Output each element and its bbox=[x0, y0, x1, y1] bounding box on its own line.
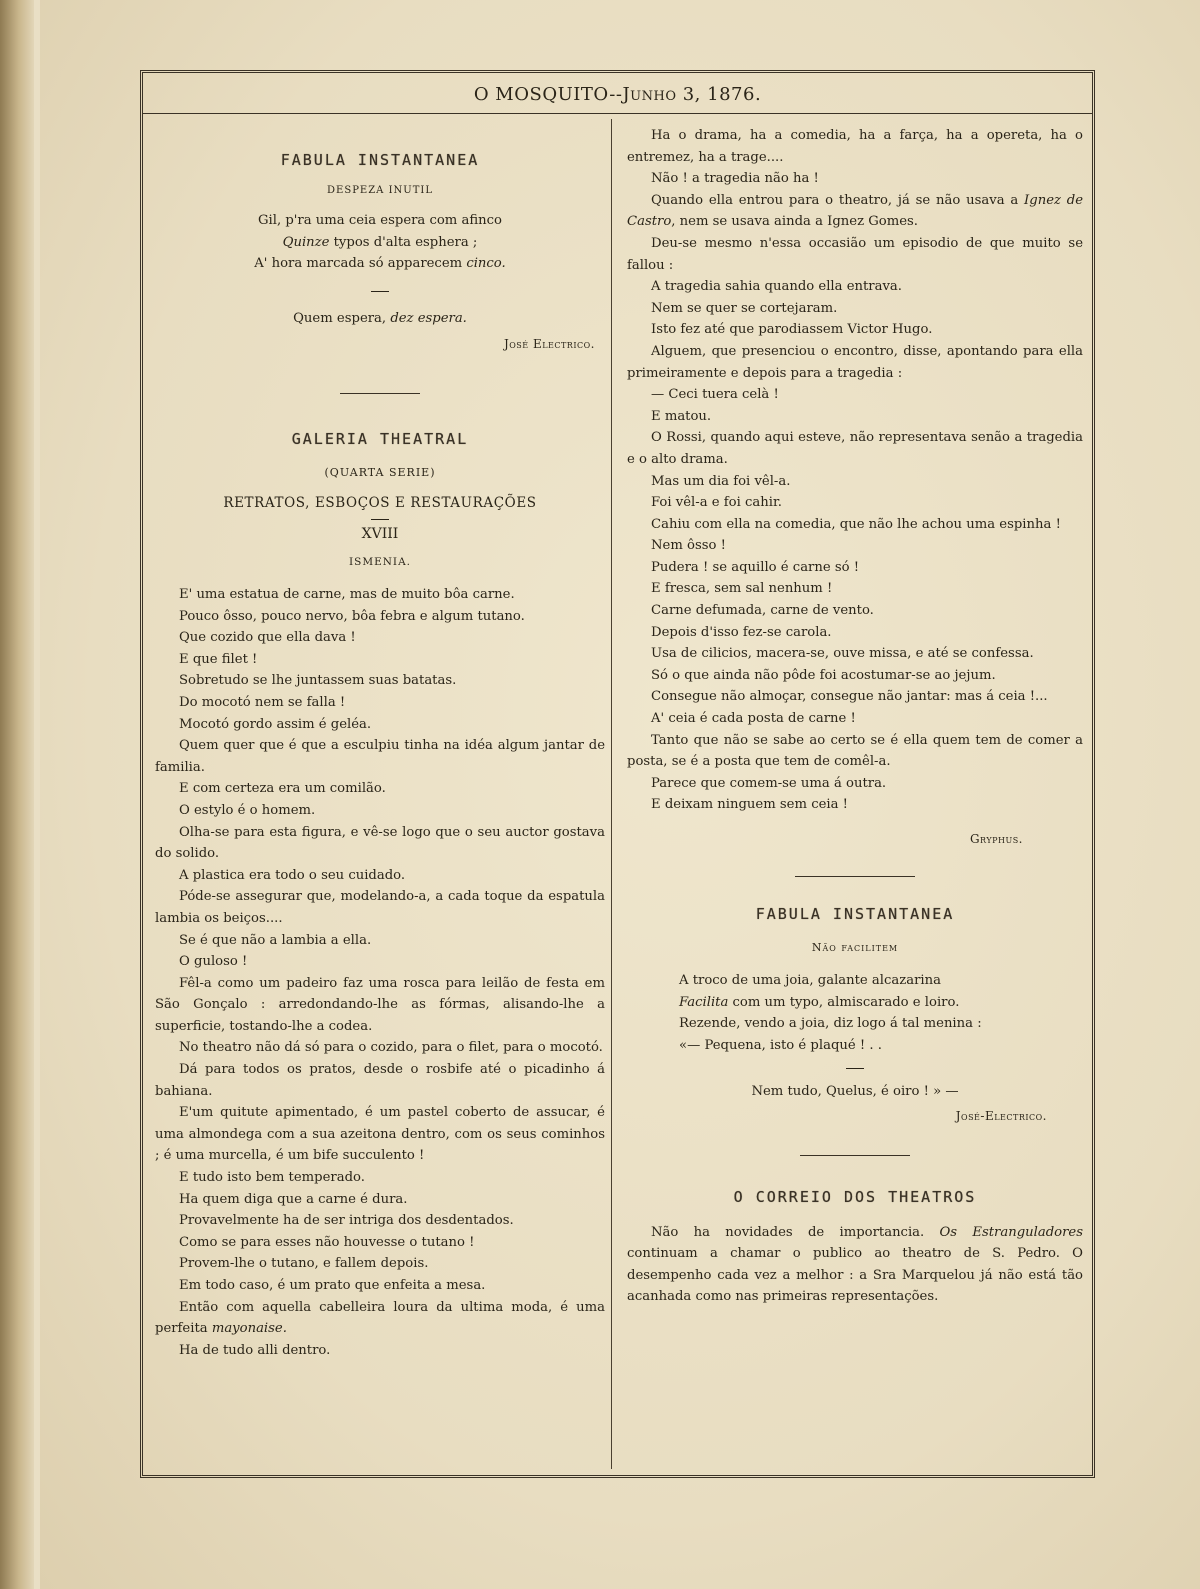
right-column bbox=[627, 125, 1083, 1308]
paragraph: Dá para todos os pratos, desde o rosbife até o picadinho á bahiana. bbox=[155, 1062, 605, 1099]
dash-separator bbox=[371, 519, 389, 520]
paragraph: Quando ella entrou para o theatro, já se não usava a Ignez de Castro, nem se usava ainda a Ignez Gomes. bbox=[627, 192, 1083, 230]
paragraph: Então com aquella cabelleira loura da ultima moda, é uma perfeita mayonaise. bbox=[155, 1299, 605, 1337]
paragraph: — Ceci tuera celà ! bbox=[651, 387, 779, 403]
fabula2-moral bbox=[627, 1081, 1083, 1103]
fabula2-signature: José-Electrico. bbox=[955, 1108, 1047, 1123]
paragraph: Nem se quer se cortejaram. bbox=[651, 300, 838, 316]
header-month: Junho bbox=[622, 84, 677, 105]
verse-line: Facilita com um typo, almiscarado e loiro. bbox=[679, 994, 960, 1010]
paragraph: Como se para esses não houvesse o tutano ! bbox=[179, 1234, 475, 1250]
galeria-name: ISMENIA. bbox=[348, 556, 411, 568]
galeria-continuation bbox=[627, 125, 1083, 816]
paragraph: Tanto que não se sabe ao certo se é ella quem tem de comer a posta, se é a posta que tem de comêl-a. bbox=[627, 732, 1083, 770]
paragraph: Deu-se mesmo n'essa occasião um episodio de que muito se fallou : bbox=[627, 235, 1083, 273]
paragraph: E com certeza era um comilão. bbox=[179, 781, 386, 797]
paragraph: E tudo isto bem temperado. bbox=[179, 1170, 365, 1186]
verse-line: Gil, p'ra uma ceia espera com afinco bbox=[258, 213, 502, 228]
header-masthead: O MOSQUITO-- bbox=[473, 84, 623, 105]
paragraph: Consegue não almoçar, consegue não jantar: mas á ceia !... bbox=[651, 689, 1048, 705]
fabula-moral bbox=[155, 308, 605, 330]
paragraph: Só o que ainda não pôde foi acostumar-se ao jejum. bbox=[651, 667, 996, 683]
paragraph: O guloso ! bbox=[179, 954, 248, 970]
paragraph: O estylo é o homem. bbox=[179, 802, 316, 818]
paragraph: Ha de tudo alli dentro. bbox=[179, 1342, 331, 1358]
galeria-series: (QUARTA SERIE) bbox=[324, 466, 436, 479]
verse-line: A troco de uma joia, galante alcazarina bbox=[679, 973, 941, 988]
paragraph: Isto fez até que parodiassem Victor Hugo. bbox=[651, 322, 933, 338]
paragraph: E que filet ! bbox=[179, 651, 258, 667]
paragraph: Pouco ôsso, pouco nervo, bôa febra e algum tutano. bbox=[179, 608, 525, 624]
paragraph: Não ! a tragedia não ha ! bbox=[651, 171, 819, 187]
fabula2-title: FABULA INSTANTANEA bbox=[755, 905, 955, 923]
fabula2-verse bbox=[627, 970, 1083, 1056]
paragraph: Foi vêl-a e foi cahir. bbox=[651, 495, 782, 511]
book-spine bbox=[0, 0, 34, 1589]
paragraph: O Rossi, quando aqui esteve, não representava senão a tragedia e o alto drama. bbox=[627, 430, 1083, 467]
paragraph: E' uma estatua de carne, mas de muito bôa carne. bbox=[179, 587, 515, 602]
paragraph: Pudera ! se aquillo é carne só ! bbox=[651, 559, 860, 575]
paragraph: A plastica era todo o seu cuidado. bbox=[179, 867, 406, 883]
galeria-title: GALERIA THEATRAL bbox=[291, 430, 469, 448]
paragraph: Póde-se assegurar que, modelando-a, a cada toque da espatula lambia os beiços.... bbox=[155, 889, 605, 926]
paragraph: Não ha novidades de importancia. Os Estranguladores continuam a chamar o publico ao theatro de S. Pedro. O desempenho cada vez a melhor : a Sra Marquelou já não está tão acanhada como nas primeiras representações. bbox=[627, 1224, 1083, 1305]
paragraph: E fresca, sem sal nenhum ! bbox=[651, 581, 833, 597]
paragraph: Do mocotó nem se falla ! bbox=[179, 694, 346, 710]
paragraph: Cahiu com ella na comedia, que não lhe achou uma espinha ! bbox=[651, 516, 1061, 532]
fabula2-subtitle: Não facilitem bbox=[811, 941, 899, 954]
verse-line: Nem tudo, Quelus, é oiro ! » — bbox=[751, 1084, 959, 1099]
correio-text bbox=[627, 1222, 1083, 1308]
paragraph: Ha o drama, ha a comedia, ha a farça, ha a opereta, ha o entremez, ha a trage.... bbox=[627, 128, 1083, 165]
paragraph: Mas um dia foi vêl-a. bbox=[651, 473, 791, 489]
page-header bbox=[143, 73, 1092, 114]
dash-separator bbox=[846, 1068, 864, 1069]
paragraph: Parece que comem-se uma á outra. bbox=[651, 775, 887, 791]
paragraph: Carne defumada, carne de vento. bbox=[651, 603, 874, 619]
fabula-title: FABULA INSTANTANEA bbox=[280, 151, 480, 169]
paragraph: Provem-lhe o tutano, e fallem depois. bbox=[179, 1256, 429, 1272]
galeria-number: XVIII bbox=[361, 526, 399, 542]
fabula-signature: José Electrico. bbox=[503, 337, 595, 351]
paragraph: Nem ôsso ! bbox=[651, 538, 726, 554]
paragraph: Quem quer que é que a esculpiu tinha na idéa algum jantar de familia. bbox=[155, 738, 605, 775]
verse-line: Quem espera, dez espera. bbox=[293, 310, 467, 326]
paragraph: Depois d'isso fez-se carola. bbox=[651, 624, 832, 640]
verse-line: Quinze typos d'alta esphera ; bbox=[282, 234, 478, 250]
paragraph: Usa de cilicios, macera-se, ouve missa, e até se confessa. bbox=[651, 646, 1034, 662]
paragraph: E deixam ninguem sem ceia ! bbox=[651, 797, 848, 813]
galeria-signature: Gryphus. bbox=[969, 832, 1023, 846]
paragraph: Em todo caso, é um prato que enfeita a mesa. bbox=[179, 1278, 486, 1293]
paragraph: Sobretudo se lhe juntassem suas batatas. bbox=[179, 673, 457, 689]
paragraph: Se é que não a lambia a ella. bbox=[179, 932, 372, 948]
paragraph: Mocotó gordo assim é geléa. bbox=[179, 716, 372, 732]
header-date: 3, 1876. bbox=[682, 84, 762, 105]
verse-line: A' hora marcada só apparecem cinco. bbox=[254, 256, 506, 271]
paragraph: Que cozido que ella dava ! bbox=[179, 630, 356, 646]
paragraph: A' ceia é cada posta de carne ! bbox=[651, 711, 856, 727]
paragraph: E matou. bbox=[651, 408, 712, 424]
paragraph: Provavelmente ha de ser intriga dos desdentados. bbox=[179, 1213, 514, 1229]
paragraph: Fêl-a como um padeiro faz uma rosca para leilão de festa em São Gonçalo : arredondando-lhe as fórmas, alisando-lhe a superficie, tostando-lhe a codea. bbox=[155, 975, 605, 1034]
column-divider bbox=[611, 119, 612, 1469]
fabula-subtitle: DESPEZA INUTIL bbox=[327, 185, 433, 196]
page-frame bbox=[140, 70, 1095, 1478]
dash-separator bbox=[371, 291, 389, 292]
left-column bbox=[155, 125, 605, 1361]
galeria-text bbox=[155, 584, 605, 1361]
paragraph: Ha quem diga que a carne é dura. bbox=[179, 1191, 408, 1207]
galeria-heading: RETRATOS, ESBOÇOS E RESTAURAÇÕES bbox=[223, 495, 537, 511]
correio-title: O CORREIO DOS THEATROS bbox=[733, 1187, 977, 1206]
newspaper-page bbox=[40, 0, 1200, 1589]
paragraph: E'um quitute apimentado, é um pastel coberto de assucar, é uma almondega com a sua azeitona dentro, com os seus cominhos ; é uma murcella, é um bife succulento ! bbox=[155, 1105, 605, 1164]
paragraph: Olha-se para esta figura, e vê-se logo que o seu auctor gostava do solido. bbox=[155, 824, 605, 862]
fabula-verse bbox=[155, 210, 605, 275]
verse-line: Rezende, vendo a joia, diz logo á tal menina : bbox=[679, 1016, 982, 1031]
paragraph: A tragedia sahia quando ella entrava. bbox=[651, 279, 902, 295]
verse-line: «— Pequena, isto é plaqué ! . . bbox=[679, 1037, 882, 1053]
paragraph: Alguem, que presenciou o encontro, disse, apontando para ella primeiramente e depois para a tragedia : bbox=[627, 343, 1083, 381]
paragraph: No theatro não dá só para o cozido, para o filet, para o mocotó. bbox=[179, 1040, 603, 1056]
